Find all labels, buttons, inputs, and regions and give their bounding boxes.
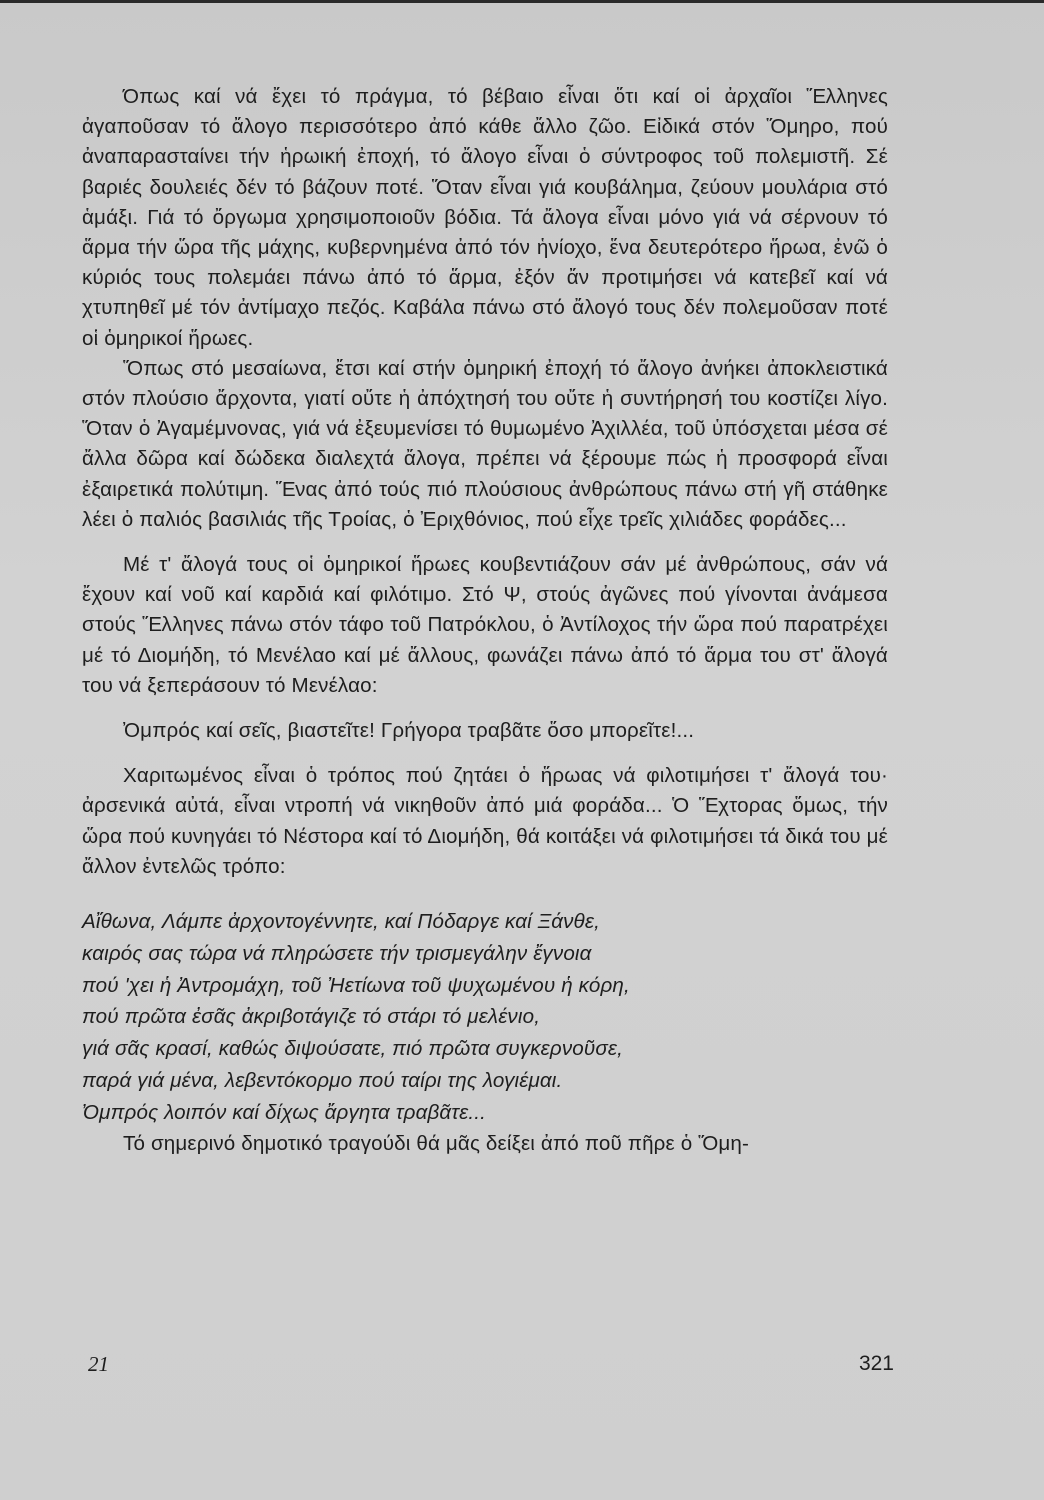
poem-line: Ὀμπρός λοιπόν καί δίχως ἄργητα τραβᾶτε... <box>82 1100 486 1124</box>
poem-line: γιά σᾶς κρασί, καθώς διψούσατε, πιό πρῶτα συγκερνοῦσε, <box>82 1037 623 1061</box>
poem-line: πού πρῶτα ἐσᾶς ἀκριβοτάγιζε τό στάρι τό μελένιο, <box>82 1005 541 1029</box>
body-text <box>82 82 888 1159</box>
paragraph-hector: Χαριτωμένος εἶναι ὁ τρόπος πού ζητάει ὁ ἥρωας νά φιλοτιμήσει τ' ἄλογά του· ἀρσενικά αὐτά, εἶναι ντροπή νά νικηθοῦν ἀπό μιά φοράδα... Ὁ Ἕχτορας ὅμως, τήν ὥρα πού κυνηγάει τό Νέστορα καί τό Διομήδη, θά κοιτάξει νά φιλοτιμήσει τά δικά του μέ ἄλλον ἐντελῶς τρόπο: <box>82 764 888 878</box>
paragraph-horses-in-homer: Όπως καί νά ἔχει τό πράγμα, τό βέβαιο εἶναι ὅτι καί οἱ ἀρχαῖοι Ἕλληνες ἀγαποῦσαν τό ἄλογο περισσότερο ἀπό κάθε ἄλλο ζῶο. Εἰδικά στόν Ὅμηρο, πού ἀναπαρασταίνει τήν ἡρωική ἐποχή, τό ἄλογο εἶναι ὁ σύντροφος τοῦ πολεμιστῆ. Σέ βαριές δουλειές δέν τό βάζουν ποτέ. Ὅταν εἶναι γιά κουβάλημα, ζεύουν μουλάρια στό ἁμάξι. Γιά τό ὄργωμα χρησιμοποιοῦν βόδια. Τά ἄλογα εἶναι μόνο γιά νά σέρνουν τό ἅρμα τήν ὥρα τῆς μάχης, κυβερνημένα ἀπό τόν ἡνίοχο, ἕνα δευτερότερο ἥρωα, ἐνῶ ὁ κύριός τους πολεμάει πάνω ἀπό τό ἅρμα, ἐξόν ἄν προτιμήσει νά κατεβεῖ καί νά χτυπηθεῖ μέ τόν ἀντίμαχο πεζός. Καβάλα πάνω στό ἄλογό τους δέν πολεμοῦσαν ποτέ οἱ ὁμηρικοί ἥρωες. <box>82 85 888 350</box>
poem-line: πού 'χει ἡ Ἀντρομάχη, τοῦ Ἠετίωνα τοῦ ψυχωμένου ἡ κόρη, <box>82 973 630 997</box>
quote-antilochus: Ὀμπρός καί σεῖς, βιαστεῖτε! Γρήγορα τραβᾶτε ὅσο μπορεῖτε!... <box>123 719 695 743</box>
paragraph-closing: Τό σημερινό δημοτικό τραγούδι θά μᾶς δείξει ἀπό ποῦ πῆρε ὁ Ὅμη- <box>123 1131 750 1155</box>
signature-mark: 21 <box>88 1352 109 1376</box>
page-number: 321 <box>858 1352 894 1375</box>
poem-hector-speech <box>82 906 888 1129</box>
poem-line: παρά γιά μένα, λεβεντόκορμο πού ταίρι της λογιέμαι. <box>82 1069 563 1093</box>
paragraph-heroes-talk-to-horses: Μέ τ' ἄλογά τους οἱ ὁμηρικοί ἥρωες κουβεντιάζουν σάν μέ ἀνθρώπους, σάν νά ἔχουν καί νοῦ καί καρδιά καί φιλότιμο. Στό Ψ, στούς ἀγῶνες πού γίνονται ἀνάμεσα στούς Ἕλληνες πάνω στόν τάφο τοῦ Πατρόκλου, ὁ Ἀντίλοχος τήν ὥρα πού παρατρέχει μέ τό Διομήδη, τό Μενέλαο καί μέ ἄλλους, φωνάζει πάνω ἀπό τό ἅρμα του στ' ἄλογά του νά ξεπεράσουν τό Μενέλαο: <box>82 553 888 697</box>
paragraph-horse-ownership: Ὅπως στό μεσαίωνα, ἔτσι καί στήν ὁμηρική ἐποχή τό ἄλογο ἀνήκει ἀποκλειστικά στόν πλούσιο ἄρχοντα, γιατί οὔτε ἡ ἀπόχτησή του οὔτε ἡ συντήρησή του κοστίζει λίγο. Ὅταν ὁ Ἀγαμέμνονας, γιά νά ἐξευμενίσει τό θυμωμένο Ἀχιλλέα, τοῦ ὑπόσχεται μέσα σέ ἄλλα δῶρα καί δώδεκα διαλεχτά ἄλογα, πρέπει νά ξέρουμε πώς ἡ προσφορά εἶναι ἐξαιρετικά πολύτιμη. Ἕνας ἀπό τούς πιό πλούσιους ἀνθρώπους πάνω στή γῆ στάθηκε λέει ὁ παλιός βασιλιάς τῆς Τροίας, ὁ Ἐριχθόνιος, πού εἶχε τρεῖς χιλιάδες φοράδες... <box>82 356 888 531</box>
poem-line: καιρός σας τώρα νά πληρώσετε τήν τρισμεγάλην ἔγνοια <box>82 941 592 965</box>
poem-line: Αἴθωνα, Λάμπε ἀρχοντογέννητε, καί Πόδαργε καί Ξάνθε, <box>82 910 600 934</box>
